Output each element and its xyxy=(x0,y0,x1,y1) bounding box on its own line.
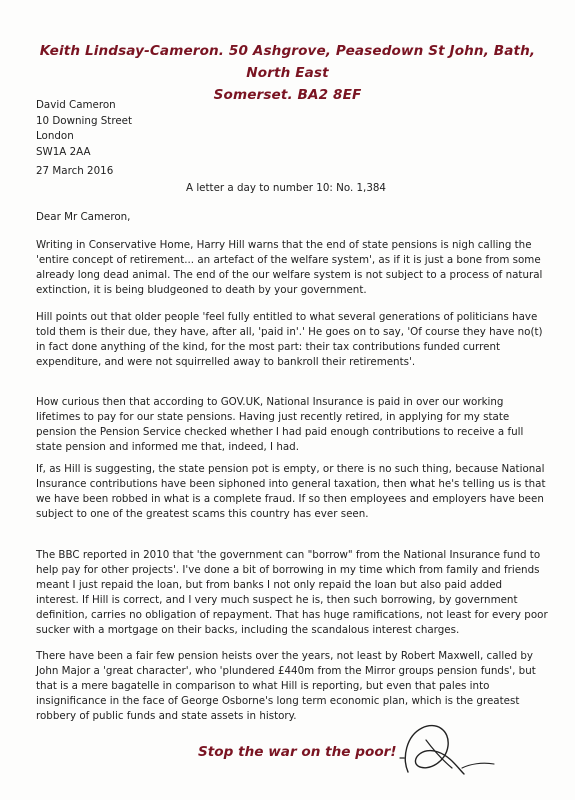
paragraph-text: If, as Hill is suggesting, the state pension pot is empty, or there is no such thing, because National Insurance contributions have been siphoned into general taxation, then what he's telling us is that we have been robbed in what is a complete fraud. If so then employees and employers have been subject to one of the greatest scams this country has ever seen. xyxy=(36,463,546,520)
letterhead-line-2: Somerset. BA2 8EF xyxy=(213,87,362,103)
signoff-slogan: Stop the war on the poor! xyxy=(198,744,397,760)
paragraph-2 xyxy=(36,310,548,370)
salutation: Dear Mr Cameron, xyxy=(36,211,131,223)
recipient-postcode: SW1A 2AA xyxy=(36,145,91,158)
paragraph-text: Hill points out that older people 'feel fully entitled to what several generations of politicians have told them is their due, they have, after all, 'paid in'.' He goes on to say, 'Of course they have no(t) in fact done anything of the kind, for the most part: their tax contributions funded current expenditure, and were not squirrelled away to bankroll their retirements'. xyxy=(36,311,543,368)
paragraph-text: There have been a fair few pension heists over the years, not least by Robert Maxwell, called by John Major a 'great character', who 'plundered £440m from the Mirror groups pension funds', but that is a mere bagatelle in comparison to what Hill is reporting, but even that pales into insignificance in the face of George Osborne's long term economic plan, which is the greatest robbery of public funds and state assets in history. xyxy=(36,650,536,722)
paragraph-6 xyxy=(36,649,548,724)
paragraph-4 xyxy=(36,462,548,522)
recipient-name: David Cameron xyxy=(36,99,116,111)
paragraph-text: How curious then that according to GOV.UK, National Insurance is paid in over our working lifetimes to pay for our state pensions. Having just recently retired, in applying for my state pension the Pension Service checked whether I had paid enough contributions to receive a full state pension and informed me that, indeed, I had. xyxy=(36,396,524,453)
handwritten-signature xyxy=(398,718,518,780)
recipient-address xyxy=(36,98,548,160)
paragraph-text: The BBC reported in 2010 that 'the government can "borrow" from the National Insurance fund to help pay for other projects'. I've done a bit of borrowing in my time which from family and friends meant I just repaid the loan, but from banks I not only repaid the loan but also paid added interest. If Hill is correct, and I very much suspect he is, then such borrowing, by government definition, carries no obligation of repayment. That has huge ramifications, not least for every poor sucker with a mortgage on their backs, including the scandalous interest charges. xyxy=(36,549,548,636)
letterhead-line-1: Keith Lindsay-Cameron. 50 Ashgrove, Peasedown St John, Bath, North East xyxy=(39,43,536,81)
letter-date: 27 March 2016 xyxy=(36,165,114,177)
recipient-street: 10 Downing Street xyxy=(36,114,133,127)
paragraph-3 xyxy=(36,395,548,455)
recipient-city: London xyxy=(36,130,74,142)
paragraph-5 xyxy=(36,548,548,638)
letterhead xyxy=(30,40,545,106)
paragraph-text: Writing in Conservative Home, Harry Hill warns that the end of state pensions is nigh calling the 'entire concept of retirement... an artefact of the welfare system', as if it is just a bone from some already long dead animal. The end of the our welfare system is not subject to a process of natural extinction, it is being bludgeoned to death by your government. xyxy=(36,239,543,296)
paragraph-1 xyxy=(36,238,548,298)
letter-reference: A letter a day to number 10: No. 1,384 xyxy=(186,182,386,194)
